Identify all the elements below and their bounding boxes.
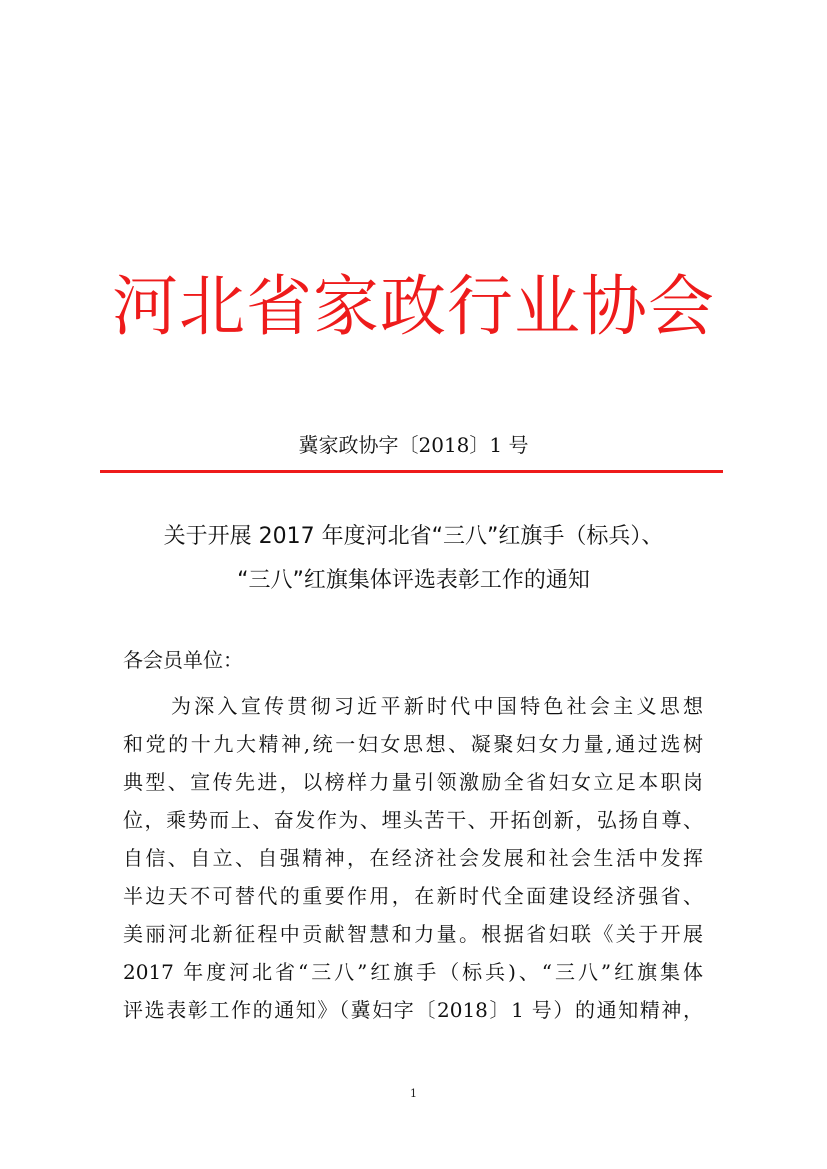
document-number: 冀家政协字〔2018〕1 号 <box>298 433 529 457</box>
salutation: 各会员单位： <box>123 648 243 672</box>
body-line: 和党的十九大精神,统一妇女思想、凝聚妇女力量,通过选树 <box>123 732 703 756</box>
body-line: 位，乘势而上、奋发作为、埋头苦干、开拓创新，弘扬自尊、 <box>123 808 703 832</box>
notice-title-line-1: 关于开展 2017 年度河北省“三八”红旗手（标兵）、 <box>163 524 664 549</box>
body-line: 自信、自立、自强精神，在经济社会发展和社会生活中发挥 <box>123 846 703 870</box>
body-line: 半边天不可替代的重要作用，在新时代全面建设经济强省、 <box>123 884 703 908</box>
body-line: 2017 年度河北省“三八”红旗手（标兵)、“三八”红旗集体 <box>123 960 703 984</box>
body-line: 评选表彰工作的通知》（冀妇字〔2018〕1 号）的通知精神， <box>123 998 703 1022</box>
organization-title: 河北省家政行业协会 <box>112 268 715 345</box>
page-number: 1 <box>410 1087 417 1100</box>
red-divider-line <box>100 470 723 473</box>
notice-title-line-2: “三八”红旗集体评选表彰工作的通知 <box>237 568 590 593</box>
body-line: 典型、宣传先进，以榜样力量引领激励全省妇女立足本职岗 <box>123 770 703 794</box>
notice-title <box>0 515 827 603</box>
body-paragraph <box>123 687 703 1029</box>
body-line: 美丽河北新征程中贡献智慧和力量。根据省妇联《关于开展 <box>123 922 703 946</box>
body-line: 为深入宣传贯彻习近平新时代中国特色社会主义思想 <box>171 694 703 718</box>
